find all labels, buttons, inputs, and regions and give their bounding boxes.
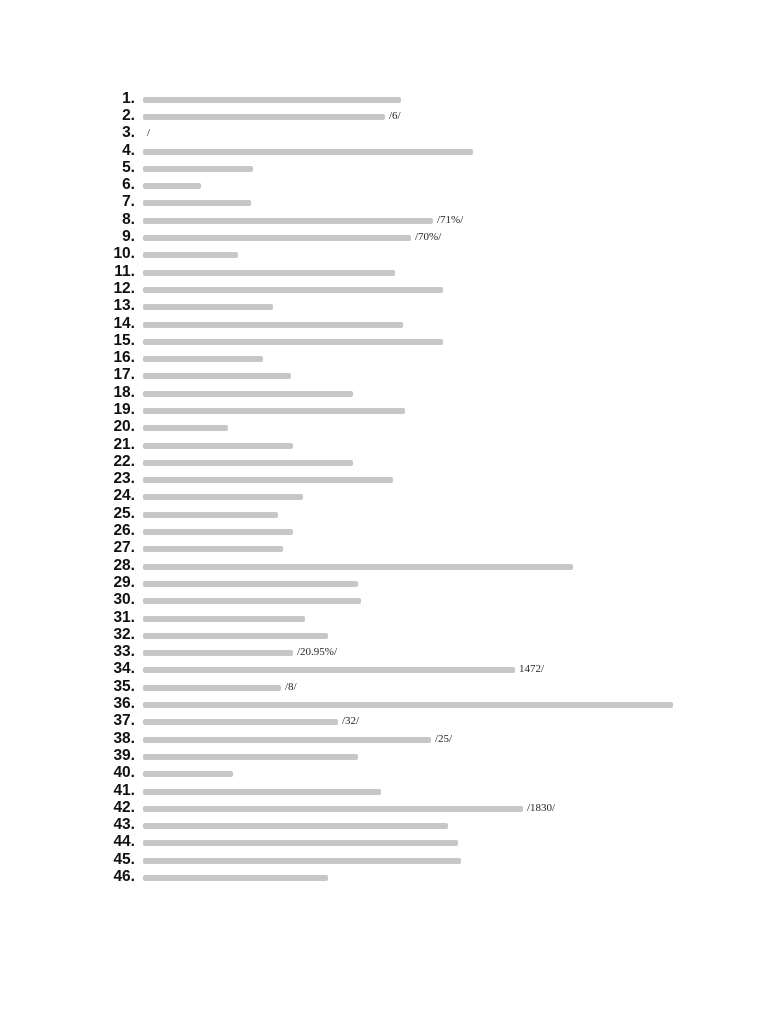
- question-number: 26.: [113, 522, 135, 540]
- question-number: 25.: [113, 504, 135, 522]
- question-number: 2.: [122, 106, 135, 124]
- unreadable-question-text: [143, 270, 395, 276]
- unreadable-question-text: [143, 304, 273, 310]
- unreadable-question-text: [143, 823, 448, 829]
- question-line: [112, 644, 712, 661]
- question-line: [112, 626, 712, 643]
- question-line: [112, 765, 712, 782]
- question-list: [112, 90, 712, 886]
- question-line: [112, 401, 712, 418]
- question-number: 23.: [113, 470, 135, 488]
- question-line: [112, 315, 712, 332]
- question-line: [112, 834, 712, 851]
- question-number: 19.: [113, 401, 135, 418]
- unreadable-question-text: [143, 408, 405, 414]
- question-line: [112, 471, 712, 488]
- question-number: 28.: [113, 556, 135, 574]
- unreadable-question-text: [143, 581, 358, 587]
- unreadable-question-text: [143, 771, 233, 777]
- question-line: [112, 211, 712, 228]
- question-number: 30.: [113, 591, 135, 609]
- unreadable-question-text: [143, 719, 338, 725]
- question-number: 17.: [113, 366, 135, 384]
- question-number: 36.: [113, 695, 135, 713]
- question-number: 46.: [113, 868, 135, 886]
- question-line: [112, 522, 712, 539]
- unreadable-question-text: [143, 200, 251, 206]
- unreadable-question-text: [143, 218, 433, 224]
- question-line: [112, 332, 712, 349]
- question-number: 31.: [113, 608, 135, 626]
- unreadable-question-text: [143, 443, 293, 449]
- question-number: 13.: [113, 297, 135, 315]
- unreadable-question-text: [143, 97, 401, 103]
- question-number: 33.: [113, 643, 135, 661]
- unreadable-question-text: [143, 529, 293, 535]
- question-line: [112, 142, 712, 159]
- question-number: 10.: [113, 245, 135, 263]
- question-line: [112, 678, 712, 695]
- question-number: 34.: [113, 660, 135, 678]
- question-number: 12.: [113, 279, 135, 297]
- question-line: [112, 280, 712, 297]
- question-line: [112, 505, 712, 522]
- question-line: [112, 298, 712, 315]
- question-number: 16.: [113, 349, 135, 367]
- question-number: 8.: [122, 210, 135, 228]
- unreadable-question-text: [143, 616, 305, 622]
- question-number: 18.: [113, 383, 135, 401]
- question-number: 45.: [113, 850, 135, 868]
- question-number: 38.: [113, 729, 135, 747]
- unreadable-question-text: [143, 546, 283, 552]
- question-number: 29.: [113, 573, 135, 591]
- unreadable-question-text: [143, 650, 293, 656]
- question-line: [112, 159, 712, 176]
- unreadable-question-text: [143, 564, 573, 570]
- question-line: [112, 419, 712, 436]
- unreadable-question-text: [143, 114, 385, 120]
- question-number: 21.: [113, 435, 135, 453]
- question-line: [112, 367, 712, 384]
- question-line: [112, 263, 712, 280]
- question-number: 44.: [113, 833, 135, 851]
- question-number: 43.: [113, 816, 135, 834]
- question-number: 14.: [113, 314, 135, 332]
- question-line: [112, 540, 712, 557]
- question-number: 20.: [113, 418, 135, 436]
- question-number: 15.: [113, 331, 135, 349]
- question-line: [112, 453, 712, 470]
- question-number: 5.: [122, 158, 135, 176]
- question-answer-fragment: /32/: [342, 715, 360, 728]
- unreadable-question-text: [143, 166, 253, 172]
- unreadable-question-text: [143, 685, 281, 691]
- question-line: [112, 176, 712, 193]
- question-line: [112, 782, 712, 799]
- question-line: [112, 713, 712, 730]
- question-answer-fragment: /: [147, 127, 151, 140]
- unreadable-question-text: [143, 598, 361, 604]
- unreadable-question-text: [143, 235, 411, 241]
- question-line: [112, 90, 712, 107]
- unreadable-question-text: [143, 840, 458, 846]
- question-line: [112, 194, 712, 211]
- question-line: [112, 557, 712, 574]
- unreadable-question-text: [143, 373, 291, 379]
- question-answer-fragment: /1830/: [527, 801, 556, 814]
- question-number: 24.: [113, 487, 135, 505]
- question-number: 27.: [113, 539, 135, 557]
- unreadable-question-text: [143, 425, 228, 431]
- question-line: [112, 349, 712, 366]
- question-number: 1.: [122, 89, 135, 107]
- question-line: [112, 661, 712, 678]
- unreadable-question-text: [143, 183, 201, 189]
- unreadable-question-text: [143, 356, 263, 362]
- unreadable-question-text: [143, 789, 381, 795]
- question-number: 11.: [114, 262, 135, 280]
- question-number: 41.: [113, 781, 135, 799]
- question-number: 4.: [122, 141, 135, 159]
- unreadable-question-text: [143, 339, 443, 345]
- unreadable-question-text: [143, 737, 431, 743]
- question-number: 39.: [113, 746, 135, 764]
- question-line: [112, 436, 712, 453]
- question-line: [112, 488, 712, 505]
- question-answer-fragment: /8/: [285, 680, 297, 693]
- question-number: 3.: [122, 124, 135, 142]
- unreadable-question-text: [143, 287, 443, 293]
- unreadable-question-text: [143, 149, 473, 155]
- question-line: [112, 384, 712, 401]
- unreadable-question-text: [143, 875, 328, 881]
- unreadable-question-text: [143, 391, 353, 397]
- question-line: [112, 125, 712, 142]
- question-line: [112, 574, 712, 591]
- question-number: 42.: [113, 798, 135, 816]
- question-line: [112, 107, 712, 124]
- question-number: 22.: [113, 452, 135, 470]
- question-line: [112, 851, 712, 868]
- unreadable-question-text: [143, 477, 393, 483]
- question-line: [112, 695, 712, 712]
- question-answer-fragment: 1472/: [519, 663, 545, 676]
- unreadable-question-text: [143, 252, 238, 258]
- unreadable-question-text: [143, 754, 358, 760]
- question-number: 9.: [122, 228, 135, 246]
- unreadable-question-text: [143, 494, 303, 500]
- unreadable-question-text: [143, 858, 461, 864]
- question-number: 35.: [113, 677, 135, 695]
- question-answer-fragment: /25/: [435, 732, 453, 745]
- question-number: 32.: [113, 625, 135, 643]
- question-answer-fragment: /71%/: [437, 213, 464, 226]
- question-line: [112, 868, 712, 885]
- unreadable-question-text: [143, 460, 353, 466]
- question-number: 6.: [122, 176, 135, 194]
- question-line: [112, 730, 712, 747]
- unreadable-question-text: [143, 806, 523, 812]
- question-line: [112, 799, 712, 816]
- question-answer-fragment: /70%/: [415, 231, 442, 244]
- question-line: [112, 747, 712, 764]
- question-answer-fragment: /6/: [389, 109, 401, 122]
- question-number: 7.: [122, 193, 135, 211]
- unreadable-question-text: [143, 633, 328, 639]
- question-number: 37.: [113, 712, 135, 730]
- question-line: [112, 609, 712, 626]
- question-line: [112, 246, 712, 263]
- question-answer-fragment: /20.95%/: [297, 646, 338, 659]
- unreadable-question-text: [143, 667, 515, 673]
- question-line: [112, 816, 712, 833]
- question-line: [112, 592, 712, 609]
- question-line: [112, 228, 712, 245]
- question-number: 40.: [113, 764, 135, 782]
- unreadable-question-text: [143, 702, 673, 708]
- unreadable-question-text: [143, 322, 403, 328]
- unreadable-question-text: [143, 512, 278, 518]
